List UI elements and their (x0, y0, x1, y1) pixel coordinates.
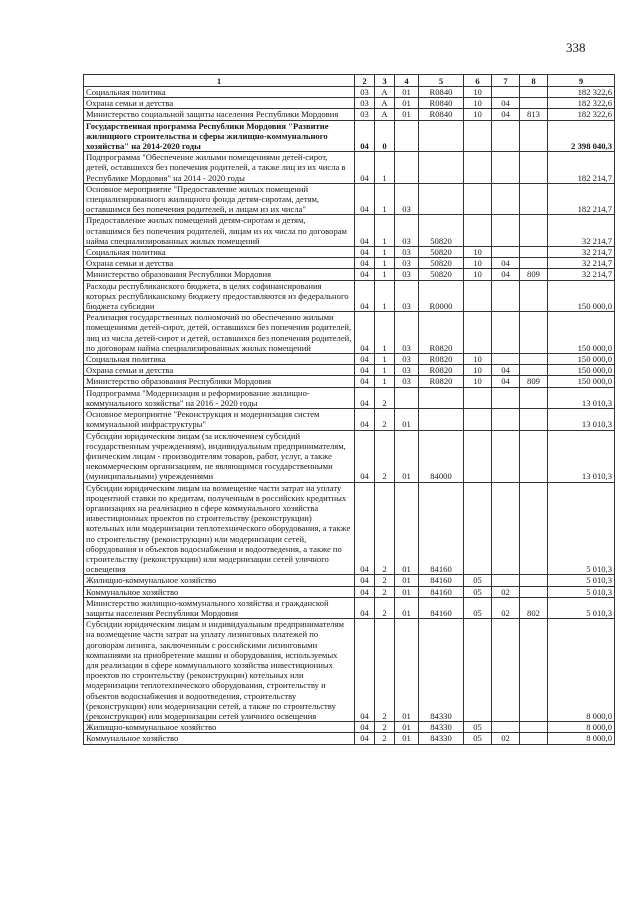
row-code-cell: 04 (355, 482, 375, 575)
row-code-cell: А (375, 109, 395, 120)
row-sum-cell: 150 000,0 (548, 354, 615, 365)
row-code-cell (492, 120, 520, 152)
row-code-cell: R0840 (419, 87, 464, 98)
row-code-cell: 04 (355, 365, 375, 376)
header-cell: 8 (520, 75, 548, 87)
row-sum-cell: 5 010,3 (548, 597, 615, 618)
row-code-cell: 04 (355, 183, 375, 215)
row-code-cell: 03 (395, 269, 419, 280)
table-row (84, 387, 615, 408)
row-code-cell: 1 (375, 183, 395, 215)
row-code-cell: 84330 (419, 619, 464, 722)
table-body (84, 87, 615, 745)
row-code-cell: 05 (464, 733, 492, 744)
row-code-cell (520, 387, 548, 408)
row-code-cell (492, 247, 520, 258)
row-code-cell (419, 183, 464, 215)
row-code-cell: 04 (355, 586, 375, 597)
row-code-cell: R0000 (419, 280, 464, 312)
row-name-cell: Министерство жилищно-коммунального хозяйства и гражданской защиты населения Республики Мордовия (84, 597, 355, 618)
row-code-cell: 50820 (419, 258, 464, 269)
row-code-cell: 1 (375, 247, 395, 258)
row-code-cell: 04 (355, 120, 375, 152)
row-code-cell: 84160 (419, 575, 464, 586)
row-code-cell (520, 586, 548, 597)
row-code-cell (520, 312, 548, 354)
row-code-cell: R0840 (419, 109, 464, 120)
row-code-cell: 03 (355, 87, 375, 98)
row-code-cell (492, 215, 520, 247)
row-code-cell (520, 280, 548, 312)
row-code-cell: 1 (375, 269, 395, 280)
row-code-cell: 05 (464, 722, 492, 733)
row-code-cell (464, 183, 492, 215)
row-code-cell: 04 (355, 597, 375, 618)
row-sum-cell: 13 010,3 (548, 409, 615, 430)
row-name-cell: Министерство образования Республики Мордовия (84, 269, 355, 280)
row-code-cell: 02 (492, 597, 520, 618)
row-code-cell: А (375, 87, 395, 98)
row-code-cell (520, 354, 548, 365)
row-name-cell: Субсидии юридическим лицам на возмещение части затрат на уплату процентной ставки по кредитам, полученным в российских кредитных организациях на реализацию в сфере коммунального хозяйства инвестиционных проектов по строительству (реконструкции) котельных или модернизации теплотехнического оборудования, а также по строительству (реконструкции) или модернизации сетей, оборудования и объектов водоснабжения и водоотведения, а также по строительству (реконструкции) или модернизации сетей уличного освещения (84, 482, 355, 575)
row-name-cell: Министерство социальной защиты населения Республики Мордовия (84, 109, 355, 120)
row-code-cell (464, 215, 492, 247)
row-code-cell: 04 (492, 365, 520, 376)
row-code-cell: 04 (355, 376, 375, 387)
table-row (84, 312, 615, 354)
row-sum-cell: 150 000,0 (548, 280, 615, 312)
row-code-cell: 01 (395, 619, 419, 722)
row-code-cell: R0820 (419, 312, 464, 354)
row-code-cell: 01 (395, 597, 419, 618)
row-code-cell (395, 152, 419, 184)
row-sum-cell: 182 214,7 (548, 152, 615, 184)
row-code-cell: 03 (395, 215, 419, 247)
row-code-cell: 0 (375, 120, 395, 152)
row-name-cell: Подпрограмма "Обеспечение жилыми помещениями детей-сирот, детей, оставшихся без попечения родителей, а также лиц из их числа в Республике Мордовия" на 2014 - 2020 годы (84, 152, 355, 184)
table-row (84, 482, 615, 575)
row-code-cell: 802 (520, 597, 548, 618)
table-row (84, 87, 615, 98)
row-code-cell: 01 (395, 586, 419, 597)
row-code-cell: 50820 (419, 215, 464, 247)
table-row (84, 109, 615, 120)
row-code-cell: 84000 (419, 430, 464, 482)
row-code-cell (464, 409, 492, 430)
row-code-cell: 05 (464, 575, 492, 586)
row-code-cell: 04 (355, 258, 375, 269)
table-row (84, 258, 615, 269)
row-code-cell: 03 (395, 354, 419, 365)
header-cell: 6 (464, 75, 492, 87)
header-cell: 2 (355, 75, 375, 87)
row-sum-cell: 182 322,6 (548, 87, 615, 98)
row-code-cell: 01 (395, 733, 419, 744)
table-row (84, 376, 615, 387)
row-code-cell: 1 (375, 280, 395, 312)
row-code-cell: 01 (395, 722, 419, 733)
page-number: 338 (566, 40, 586, 55)
row-code-cell (395, 120, 419, 152)
row-code-cell: 05 (464, 597, 492, 618)
row-sum-cell: 182 322,6 (548, 98, 615, 109)
row-code-cell: 03 (395, 280, 419, 312)
row-code-cell: 02 (492, 733, 520, 744)
table-row (84, 247, 615, 258)
row-name-cell: Жилищно-коммунальное хозяйство (84, 722, 355, 733)
row-code-cell: 809 (520, 269, 548, 280)
row-code-cell: 01 (395, 109, 419, 120)
row-code-cell: 04 (355, 722, 375, 733)
row-code-cell: 10 (464, 247, 492, 258)
row-code-cell: 04 (355, 247, 375, 258)
row-name-cell: Министерство образования Республики Мордовия (84, 376, 355, 387)
header-row (84, 75, 615, 87)
row-code-cell (520, 215, 548, 247)
row-code-cell: 84160 (419, 482, 464, 575)
row-code-cell (464, 482, 492, 575)
row-name-cell: Охрана семьи и детства (84, 98, 355, 109)
row-code-cell: 10 (464, 376, 492, 387)
row-sum-cell: 2 398 040,3 (548, 120, 615, 152)
row-code-cell: 04 (492, 109, 520, 120)
row-name-cell: Коммунальное хозяйство (84, 586, 355, 597)
row-name-cell: Основное мероприятие "Предоставление жилых помещений специализированного жилищного фонда детям-сиротам, детям, оставшимся без попечения родителей, и лицам из их числа" (84, 183, 355, 215)
table-row (84, 215, 615, 247)
row-code-cell: 50820 (419, 247, 464, 258)
table-row (84, 152, 615, 184)
row-code-cell: 02 (492, 586, 520, 597)
table-row (84, 183, 615, 215)
row-code-cell (520, 409, 548, 430)
row-code-cell (520, 722, 548, 733)
row-sum-cell: 150 000,0 (548, 376, 615, 387)
row-code-cell: 04 (492, 376, 520, 387)
row-code-cell (492, 619, 520, 722)
row-code-cell (464, 280, 492, 312)
row-code-cell: 1 (375, 152, 395, 184)
row-code-cell (492, 575, 520, 586)
table-row (84, 365, 615, 376)
budget-table (83, 74, 615, 745)
row-code-cell (492, 430, 520, 482)
table-row (84, 409, 615, 430)
row-sum-cell: 32 214,7 (548, 215, 615, 247)
row-code-cell: 10 (464, 87, 492, 98)
row-code-cell (520, 120, 548, 152)
row-code-cell: 04 (355, 733, 375, 744)
row-code-cell: 2 (375, 619, 395, 722)
row-code-cell: 10 (464, 269, 492, 280)
row-sum-cell: 150 000,0 (548, 365, 615, 376)
row-code-cell: 01 (395, 98, 419, 109)
row-name-cell: Расходы республиканского бюджета, в целях софинансирования которых республиканскому бюджету предоставляются из федерального бюджета субсидии (84, 280, 355, 312)
row-sum-cell: 13 010,3 (548, 387, 615, 408)
row-code-cell: 04 (492, 98, 520, 109)
row-sum-cell: 32 214,7 (548, 247, 615, 258)
row-code-cell: 04 (355, 215, 375, 247)
header-cell: 9 (548, 75, 615, 87)
row-code-cell (520, 482, 548, 575)
row-code-cell (419, 120, 464, 152)
row-name-cell: Охрана семьи и детства (84, 258, 355, 269)
row-code-cell (464, 619, 492, 722)
row-code-cell (419, 387, 464, 408)
row-code-cell: 04 (492, 258, 520, 269)
row-code-cell (492, 482, 520, 575)
row-code-cell (419, 409, 464, 430)
row-name-cell: Социальная политика (84, 247, 355, 258)
row-name-cell: Социальная политика (84, 354, 355, 365)
table-row (84, 430, 615, 482)
row-name-cell: Основное мероприятие "Реконструкция и модернизация систем коммунальной инфраструктуры" (84, 409, 355, 430)
row-code-cell: 03 (355, 98, 375, 109)
table-row (84, 120, 615, 152)
row-code-cell: 03 (395, 258, 419, 269)
row-code-cell (492, 152, 520, 184)
row-code-cell: 84330 (419, 733, 464, 744)
table-row (84, 269, 615, 280)
row-code-cell: 03 (395, 247, 419, 258)
row-code-cell: 01 (395, 430, 419, 482)
row-code-cell: R0840 (419, 98, 464, 109)
row-code-cell: 1 (375, 365, 395, 376)
row-sum-cell: 5 010,3 (548, 482, 615, 575)
row-code-cell (492, 312, 520, 354)
table-row (84, 597, 615, 618)
row-sum-cell: 8 000,0 (548, 733, 615, 744)
header-cell: 7 (492, 75, 520, 87)
table-row (84, 733, 615, 744)
row-code-cell: 01 (395, 87, 419, 98)
row-code-cell (419, 152, 464, 184)
row-code-cell: 05 (464, 586, 492, 597)
table-row (84, 280, 615, 312)
row-code-cell (464, 312, 492, 354)
row-code-cell: 84160 (419, 597, 464, 618)
row-code-cell: 01 (395, 409, 419, 430)
row-code-cell (520, 258, 548, 269)
row-code-cell (492, 722, 520, 733)
row-code-cell: 2 (375, 387, 395, 408)
table-row (84, 586, 615, 597)
row-code-cell: 1 (375, 354, 395, 365)
row-code-cell: 1 (375, 376, 395, 387)
row-code-cell (464, 387, 492, 408)
row-code-cell: 04 (355, 387, 375, 408)
row-code-cell: 01 (395, 575, 419, 586)
row-code-cell: 03 (395, 376, 419, 387)
row-code-cell (520, 365, 548, 376)
row-code-cell: 04 (355, 354, 375, 365)
row-code-cell (520, 183, 548, 215)
row-sum-cell: 5 010,3 (548, 575, 615, 586)
row-code-cell (492, 87, 520, 98)
table-row (84, 722, 615, 733)
row-code-cell (492, 387, 520, 408)
table-row (84, 98, 615, 109)
header-cell: 5 (419, 75, 464, 87)
row-name-cell: Жилищно-коммунальное хозяйство (84, 575, 355, 586)
row-code-cell: 04 (355, 409, 375, 430)
row-code-cell: R0820 (419, 365, 464, 376)
row-code-cell: 04 (355, 430, 375, 482)
row-sum-cell: 8 000,0 (548, 619, 615, 722)
row-code-cell: 2 (375, 575, 395, 586)
row-code-cell: 809 (520, 376, 548, 387)
row-code-cell (464, 120, 492, 152)
row-code-cell: 10 (464, 365, 492, 376)
row-code-cell (492, 409, 520, 430)
row-code-cell: 10 (464, 109, 492, 120)
row-code-cell: 2 (375, 409, 395, 430)
row-code-cell: 2 (375, 586, 395, 597)
row-code-cell (520, 619, 548, 722)
row-code-cell: 1 (375, 258, 395, 269)
table-row (84, 619, 615, 722)
row-name-cell: Подпрограмма "Модернизация и реформирование жилищно-коммунального хозяйства" на 2016 - 2020 годы (84, 387, 355, 408)
row-sum-cell: 182 214,7 (548, 183, 615, 215)
row-code-cell: 1 (375, 312, 395, 354)
row-code-cell (492, 354, 520, 365)
row-code-cell: R0820 (419, 354, 464, 365)
row-code-cell (464, 430, 492, 482)
row-sum-cell: 5 010,3 (548, 586, 615, 597)
row-code-cell: 03 (395, 365, 419, 376)
row-code-cell: 04 (355, 280, 375, 312)
row-sum-cell: 32 214,7 (548, 269, 615, 280)
row-sum-cell: 182 322,6 (548, 109, 615, 120)
row-code-cell (492, 183, 520, 215)
table-row (84, 354, 615, 365)
row-code-cell: 2 (375, 430, 395, 482)
row-code-cell: 04 (355, 269, 375, 280)
row-code-cell: 03 (355, 109, 375, 120)
row-code-cell: 2 (375, 597, 395, 618)
row-code-cell (395, 387, 419, 408)
row-code-cell: 03 (395, 183, 419, 215)
row-code-cell: 50820 (419, 269, 464, 280)
row-code-cell: 04 (355, 152, 375, 184)
row-code-cell (520, 575, 548, 586)
table-row (84, 575, 615, 586)
row-code-cell: 03 (395, 312, 419, 354)
row-code-cell: R0820 (419, 376, 464, 387)
row-code-cell (492, 280, 520, 312)
header-cell: 3 (375, 75, 395, 87)
row-code-cell: 10 (464, 98, 492, 109)
row-sum-cell: 8 000,0 (548, 722, 615, 733)
row-code-cell (520, 430, 548, 482)
row-code-cell: 04 (492, 269, 520, 280)
row-sum-cell: 150 000,0 (548, 312, 615, 354)
row-code-cell (520, 98, 548, 109)
row-code-cell: 04 (355, 575, 375, 586)
row-code-cell: 2 (375, 482, 395, 575)
row-sum-cell: 13 010,3 (548, 430, 615, 482)
row-code-cell: 04 (355, 312, 375, 354)
row-code-cell (520, 87, 548, 98)
row-code-cell: 10 (464, 258, 492, 269)
row-code-cell: 01 (395, 482, 419, 575)
row-code-cell (520, 247, 548, 258)
row-code-cell (520, 733, 548, 744)
row-code-cell: 84330 (419, 722, 464, 733)
row-code-cell: 04 (355, 619, 375, 722)
row-name-cell: Субсидии юридическим лицам (за исключением субсидий государственным учреждениям), индивидуальным предпринимателям, физическим лицам - производителям товаров, работ, услуг, а также некоммерческим организациям, не являющимся государственными (муниципальными) учреждениями (84, 430, 355, 482)
row-code-cell: 813 (520, 109, 548, 120)
header-cell: 4 (395, 75, 419, 87)
row-name-cell: Реализация государственных полномочий по обеспечению жилыми помещениями детей-сирот, детей, оставшихся без попечения родителей, лиц из числа детей-сирот и детей, оставшихся без попечения родителей, по договорам найма специализированных жилых помещений (84, 312, 355, 354)
row-name-cell: Предоставление жилых помещений детям-сиротам и детям, оставшимся без попечения родителей, лицам из их числа по договорам найма специализированных жилых помещений (84, 215, 355, 247)
row-code-cell: 10 (464, 354, 492, 365)
row-name-cell: Субсидии юридическим лицам и индивидуальным предпринимателям на возмещение части затрат на уплату лизинговых платежей по договорам лизинга, заключенным с российскими лизинговыми компаниями на приобретение машин и оборудования, используемых для реализации в сфере коммунального хозяйства инвестиционных проектов по строительству (реконструкции) котельных или модернизации теплотехнического оборудования, строительству и объектов водоснабжения и водоотведения, строительству (реконструкции) или модернизации сетей, а также по строительству (реконструкции) или модернизации сетей уличного освещения (84, 619, 355, 722)
row-code-cell (464, 152, 492, 184)
row-code-cell: 2 (375, 722, 395, 733)
row-sum-cell: 32 214,7 (548, 258, 615, 269)
row-name-cell: Государственная программа Республики Мордовия "Развитие жилищного строительства и сферы жилищно-коммунального хозяйства" на 2014-2020 годы (84, 120, 355, 152)
row-code-cell: 84160 (419, 586, 464, 597)
row-name-cell: Социальная политика (84, 87, 355, 98)
row-code-cell: 2 (375, 733, 395, 744)
row-name-cell: Коммунальное хозяйство (84, 733, 355, 744)
row-code-cell: 1 (375, 215, 395, 247)
row-code-cell: А (375, 98, 395, 109)
row-code-cell (520, 152, 548, 184)
header-cell: 1 (84, 75, 355, 87)
row-name-cell: Охрана семьи и детства (84, 365, 355, 376)
